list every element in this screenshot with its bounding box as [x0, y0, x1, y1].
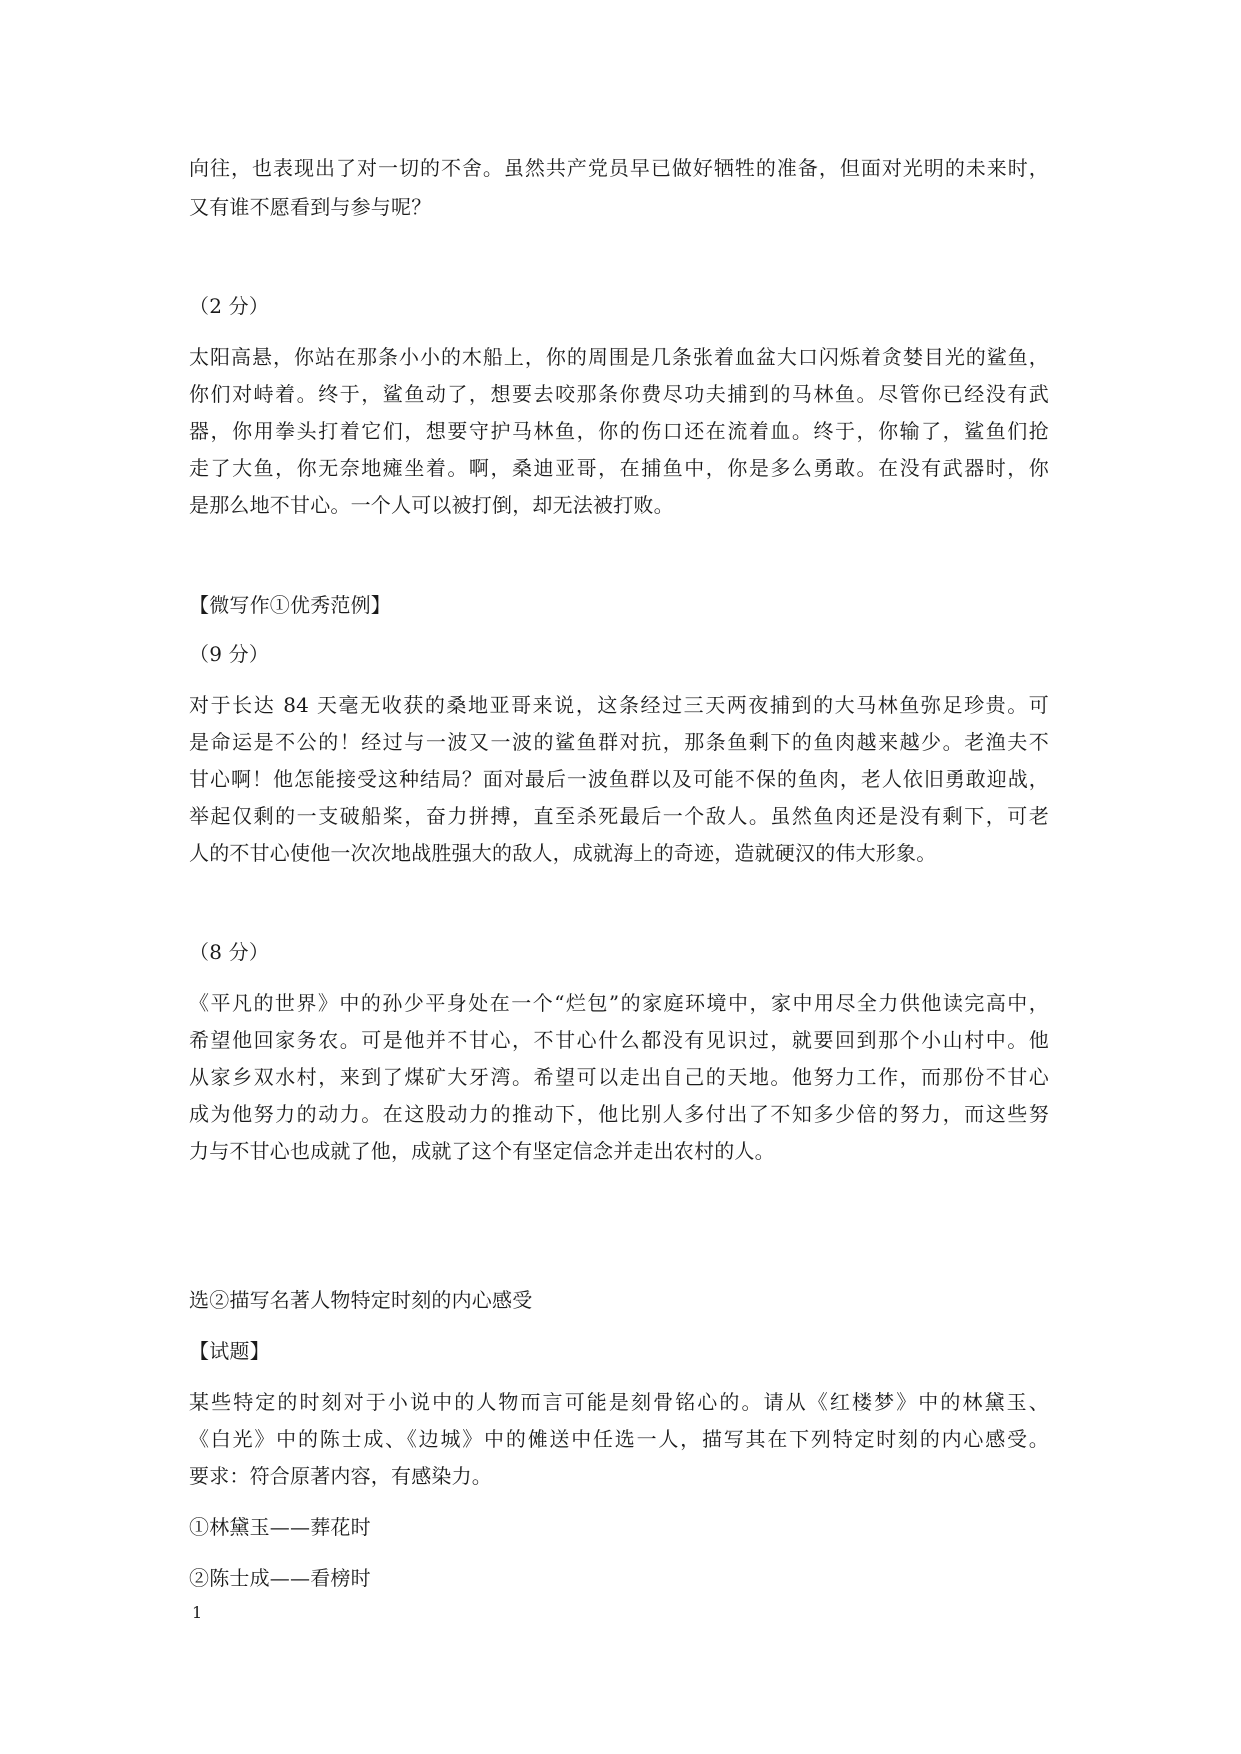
paragraph-line: 《平凡的世界》中的孙少平身处在一个“烂包”的家庭环境中，家中用尽全力供他读完高中，: [189, 991, 1049, 1015]
paragraph-line: 举起仅剩的一支破船桨，奋力拼搏，直至杀死最后一个敌人。虽然鱼肉还是没有剩下，可老: [189, 804, 1049, 828]
paragraph-line: 又有谁不愿看到与参与呢？: [189, 195, 432, 219]
paragraph-line: 成为他努力的动力。在这股动力的推动下，他比别人多付出了不知多少倍的努力，而这些努: [189, 1102, 1049, 1126]
question-line: 要求：符合原著内容，有感染力。: [189, 1464, 492, 1488]
paragraph-line: 对于长达 84 天毫无收获的桑地亚哥来说，这条经过三天两夜捕到的大马林鱼弥足珍贵。可: [189, 693, 1049, 717]
page-number: 1: [192, 1603, 203, 1622]
section-heading: 选②描写名著人物特定时刻的内心感受: [189, 1288, 533, 1312]
section-heading: 【微写作①优秀范例】: [189, 593, 391, 617]
paragraph-line: 器，你用拳头打着它们，想要守护马林鱼，你的伤口还在流着血。终于，你输了，鲨鱼们抢: [189, 419, 1049, 443]
paragraph-line: 从家乡双水村，来到了煤矿大牙湾。希望可以走出自己的天地。他努力工作，而那份不甘心: [189, 1065, 1049, 1089]
paragraph-line: 希望他回家务农。可是他并不甘心，不甘心什么都没有见识过，就要回到那个小山村中。他: [189, 1028, 1049, 1052]
score-label: （8 分）: [189, 940, 270, 964]
paragraph-line: 是命运是不公的！经过与一波又一波的鲨鱼群对抗，那条鱼剩下的鱼肉越来越少。老渔夫不: [189, 730, 1049, 754]
paragraph-line: 太阳高悬，你站在那条小小的木船上，你的周围是几条张着血盆大口闪烁着贪婪目光的鲨鱼，: [189, 345, 1049, 369]
paragraph-line: 力与不甘心也成就了他，成就了这个有坚定信念并走出农村的人。: [189, 1139, 775, 1163]
score-label: （9 分）: [189, 642, 270, 666]
paragraph-line: 人的不甘心使他一次次地战胜强大的敌人，成就海上的奇迹，造就硬汉的伟大形象。: [189, 841, 937, 865]
paragraph-line: 甘心啊！他怎能接受这种结局？面对最后一波鱼群以及可能不保的鱼肉，老人依旧勇敢迎战，: [189, 767, 1049, 791]
question-heading: 【试题】: [189, 1339, 270, 1363]
paragraph-line: 向往，也表现出了对一切的不舍。虽然共产党员早已做好牺牲的准备，但面对光明的未来时，: [189, 156, 1049, 180]
score-label: （2 分）: [189, 294, 270, 318]
question-line: 某些特定的时刻对于小说中的人物而言可能是刻骨铭心的。请从《红楼梦》中的林黛玉、: [189, 1390, 1049, 1414]
paragraph-line: 是那么地不甘心。一个人可以被打倒，却无法被打败。: [189, 493, 674, 517]
option-item: ②陈士成——看榜时: [189, 1566, 371, 1590]
option-item: ①林黛玉——葬花时: [189, 1515, 371, 1539]
paragraph-line: 你们对峙着。终于，鲨鱼动了，想要去咬那条你费尽功夫捕到的马林鱼。尽管你已经没有武: [189, 382, 1049, 406]
question-line: 《白光》中的陈士成、《边城》中的傩送中任选一人，描写其在下列特定时刻的内心感受。: [189, 1427, 1049, 1451]
paragraph-line: 走了大鱼，你无奈地瘫坐着。啊，桑迪亚哥，在捕鱼中，你是多么勇敢。在没有武器时，你: [189, 456, 1049, 480]
